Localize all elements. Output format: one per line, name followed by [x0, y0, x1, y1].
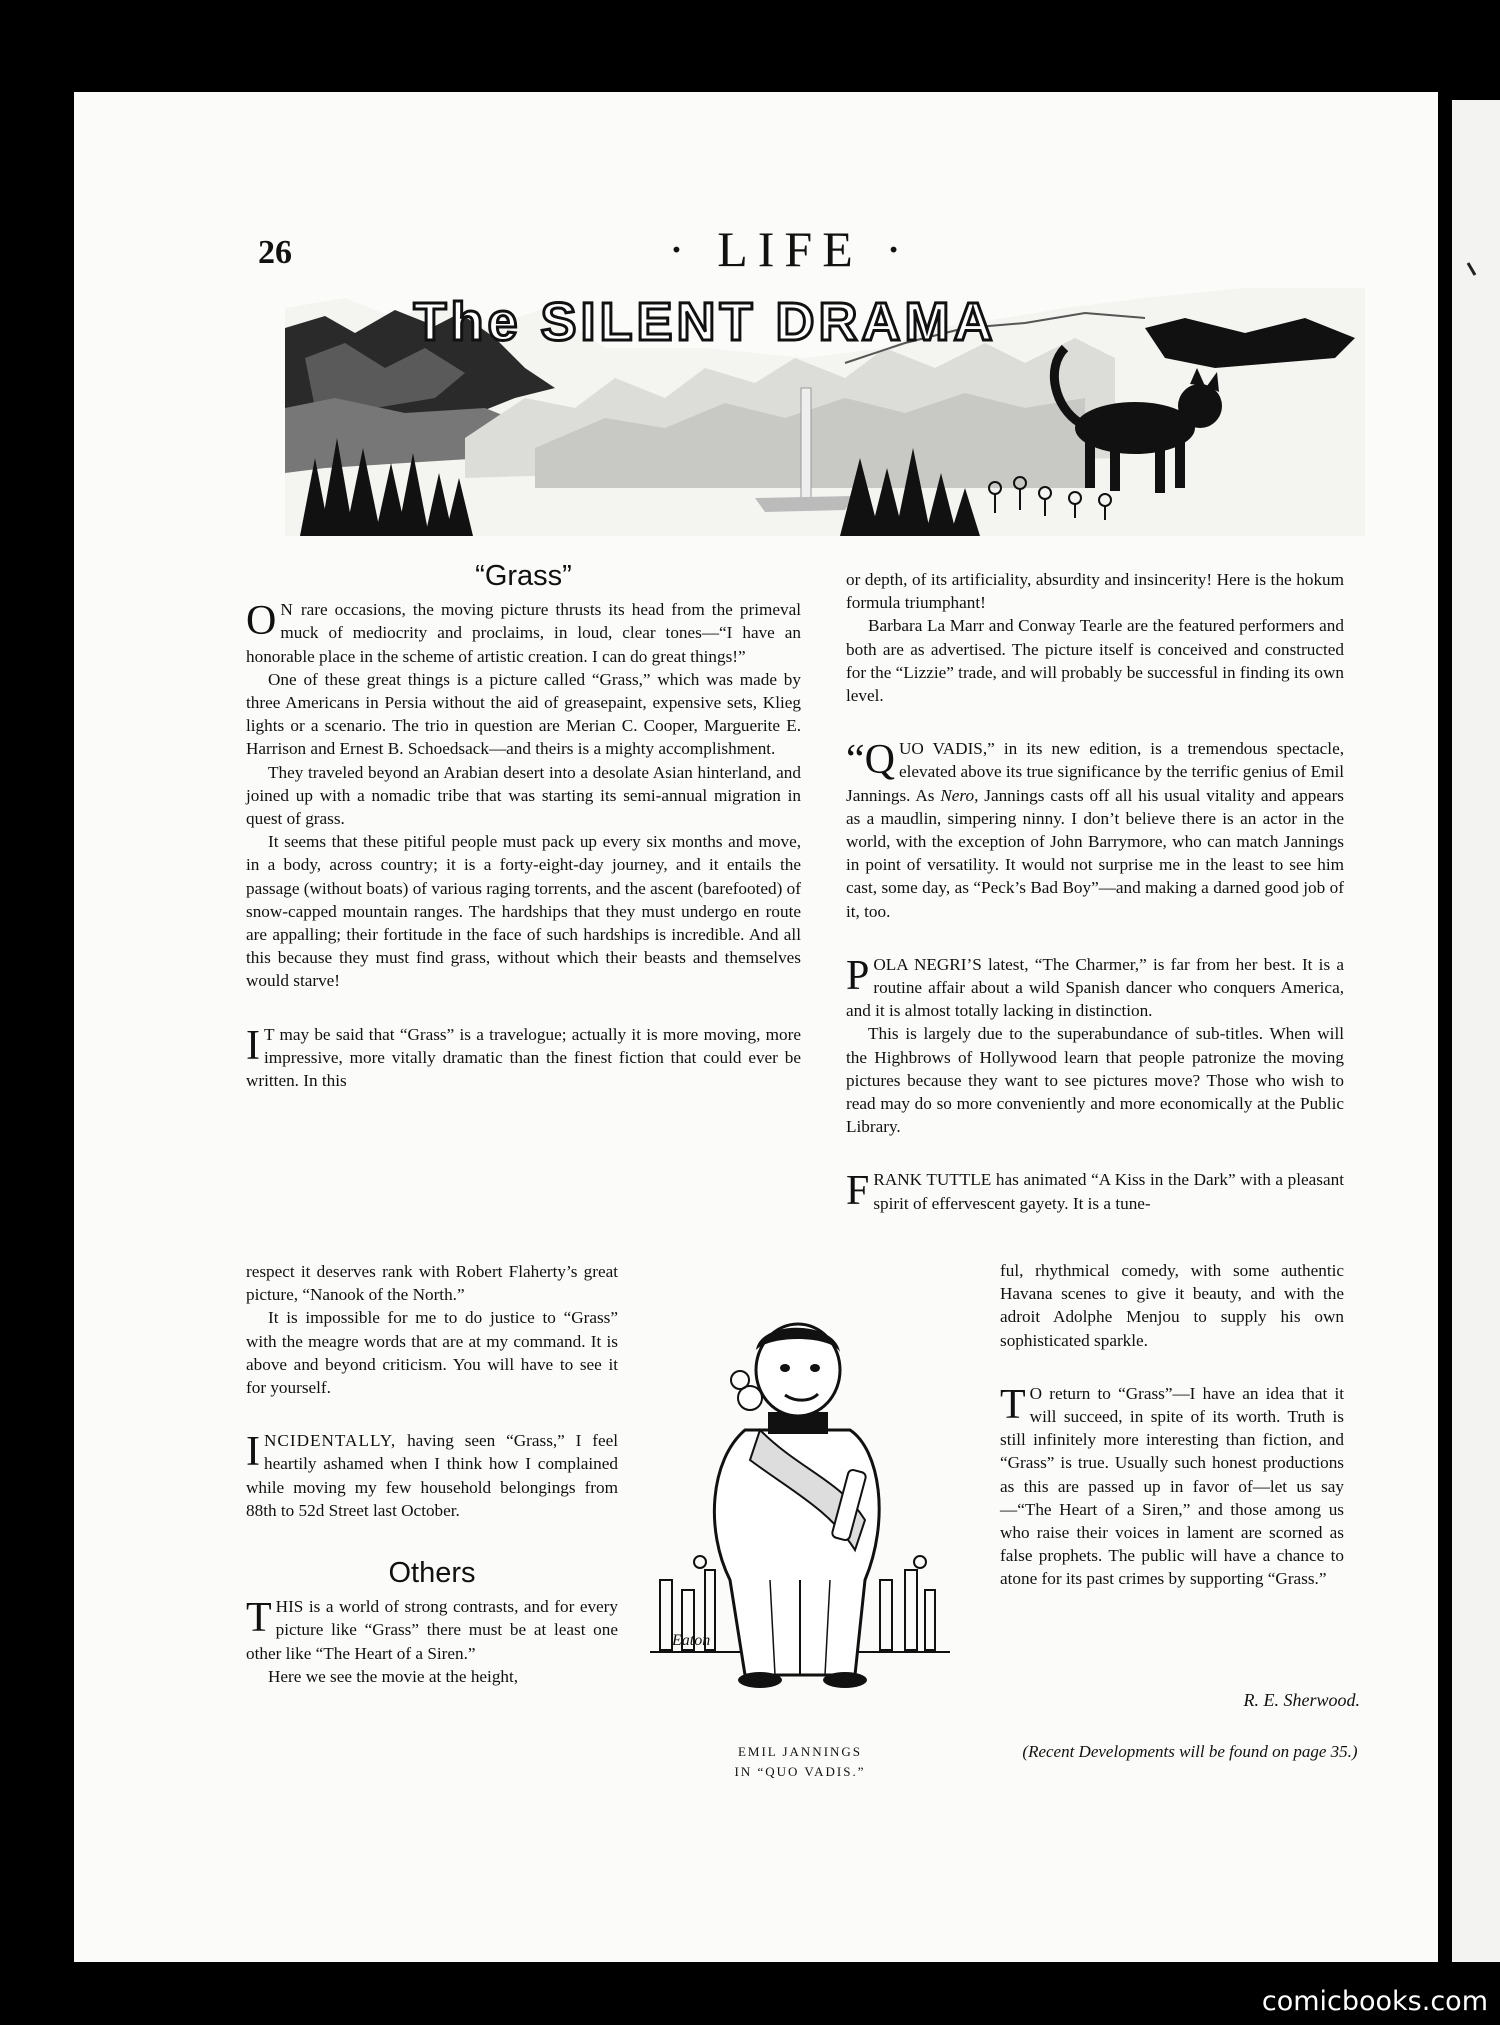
drop-cap: F [846, 1168, 870, 1215]
jannings-cartoon [650, 1280, 950, 1700]
paragraph: One of these great things is a picture called “Grass,” which was made by three Americans in Persia without the aid of greasepaint, expensive sets, Klieg lights or a scenario. The trio in question are Merian C. Cooper, Marguerite E. Harrison and Ernest B. Schoedsack—and theirs is a mighty accomplishment. [246, 669, 801, 759]
paragraph: It is impossible for me to do justice to “Grass” with the meagre words that are at my command. It is above and beyond criticism. You will have to see it for yourself. [246, 1308, 618, 1398]
drop-cap: O [246, 598, 277, 645]
paragraph: They traveled beyond an Arabian desert into a desolate Asian hinterland, and joined up with a nomadic tribe that was starting its semi-annual migration in quest of grass. [246, 762, 801, 829]
column-left-lower [246, 1260, 618, 1688]
paragraph [846, 1168, 1344, 1214]
paragraph-text: HIS is a world of strong contrasts, and for every picture like “Grass” there must be at least one other like “The Heart of a Siren.” [246, 1597, 618, 1663]
illustration-caption [660, 1742, 940, 1782]
article-heading-grass: “Grass” [475, 560, 572, 592]
paragraph [846, 953, 1344, 1023]
paragraph [246, 1429, 618, 1522]
paragraph-text: rare occasions, the moving picture thrusts its head from the primeval muck of mediocrity and proclaims, in loud, clear tones—“I have an honorable place in the scheme of artistic creation. I can do great things!” [246, 600, 801, 666]
paragraph: respect it deserves rank with Robert Flaherty’s great picture, “Nanook of the North.” [246, 1262, 618, 1305]
column-right [846, 568, 1344, 1215]
drop-cap: T [1000, 1381, 1026, 1428]
drop-cap: P [846, 952, 870, 999]
magazine-title: · LIFE · [668, 221, 912, 277]
drop-cap: “Q [846, 737, 895, 784]
author-signature: R. E. Sherwood. [1243, 1690, 1360, 1710]
paragraph: or depth, of its artificiality, absurdity and insincerity! Here is the hokum formula triumphant! [846, 570, 1344, 613]
drop-cap: T [246, 1595, 272, 1642]
lead-in: N [280, 600, 294, 620]
paragraph-text: O return to “Grass”—I have an idea that it will succeed, in spite of its worth. Truth is still infinitely more interesting than fiction, and “Grass” is true. Usually such honest productions as this are passed up in favor of—let us say—“The Heart of a Siren,” and those among us who raise their voices in lament are scorned as false prophets. The public will have a chance to atone for its past crimes by supporting “Grass.” [1000, 1383, 1344, 1589]
silent-drama-banner [285, 288, 1365, 536]
banner-title: The SILENT DRAMA [413, 292, 997, 352]
drop-cap: I [246, 1429, 260, 1476]
paragraph: Barbara La Marr and Conway Tearle are the featured performers and both are as advertised. The picture itself is conceived and constructed for the “Lizzie” trade, and will probably be successful in finding its own level. [846, 616, 1344, 706]
paragraph-text: RANK TUTTLE has animated “A Kiss in the Dark” with a pleasant spirit of effervescent gayety. It is a tune- [873, 1170, 1344, 1213]
column-right-lower [1000, 1259, 1344, 1591]
paragraph [246, 1023, 801, 1093]
paragraph-text: T may be said that “Grass” is a travelogue; actually it is more moving, more impressive, more vitally dramatic than the finest fiction that could ever be written. In this [246, 1024, 801, 1091]
paragraph: This is largely due to the superabundance of sub-titles. When will the Highbrows of Hollywood learn that people patronize the moving pictures because they want to see pictures move? Those who wish to read may do so more conveniently and more economically at the Public Library. [846, 1024, 1344, 1137]
paragraph: ful, rhythmical comedy, with some authentic Havana scenes to give it beauty, and with the adroit Adolphe Menjou to supply his own sophisticated sparkle. [1000, 1261, 1344, 1350]
paragraph [1000, 1382, 1344, 1591]
footnote: (Recent Developments will be found on page 35.) [1022, 1742, 1358, 1761]
caption-line: IN “QUO VADIS.” [734, 1764, 866, 1779]
lead-in: NCIDENTALLY, [264, 1431, 397, 1451]
drop-cap: I [246, 1022, 260, 1069]
paragraph: Here we see the movie at the height, [268, 1666, 519, 1686]
italic-name: Nero, [940, 785, 979, 805]
paragraph [246, 598, 801, 668]
paragraph-text: OLA NEGRI’S latest, “The Charmer,” is far from her best. It is a routine affair about a wild Spanish dancer who conquers America, and it is almost totally lacking in distinction. [846, 954, 1344, 1021]
column-left [246, 560, 801, 1092]
watermark: comicbooks.com [1261, 1986, 1488, 2017]
paragraph [846, 737, 1344, 923]
caption-line: EMIL JANNINGS [737, 1744, 863, 1759]
facing-page-edge [1452, 100, 1500, 1962]
paragraph-text: having seen “Grass,” I feel heartily ashamed when I think how I complained while moving my few household belongings from 88th to 52d Street last October. [246, 1431, 618, 1520]
paragraph-text: Jannings casts off all his usual vitality and appears as a maudlin, simpering ninny. I don’t believe there is an actor in the world, with the exception of John Barrymore, who can match Jannings in point of versatility. It would not surprise me in the least to see him cast, some day, as “Peck’s Bad Boy”—and making a darned good job of it, too. [846, 785, 1344, 921]
page-number: 26 [258, 234, 292, 271]
artist-signature: Eaton [672, 1632, 711, 1649]
article-heading-others: Others [388, 1557, 476, 1590]
paragraph: It seems that these pitiful people must pack up every six months and move, in a body, across country; it is a forty-eight-day journey, and it entails the passage (without boats) of various raging torrents, and the ascent (barefooted) of snow-capped mountain ranges. The hardships that they must undergo en route are appalling; their fortitude in the face of such hardships is incredible. And all this because they must find grass, without which their beasts and themselves would starve! [246, 832, 801, 991]
paragraph-text: UO VADIS,” in its new edition, is a tremendous spectacle, elevated above its true significance by the terrific genius of Emil Jannings. As [846, 739, 1344, 805]
paragraph [246, 1595, 618, 1665]
